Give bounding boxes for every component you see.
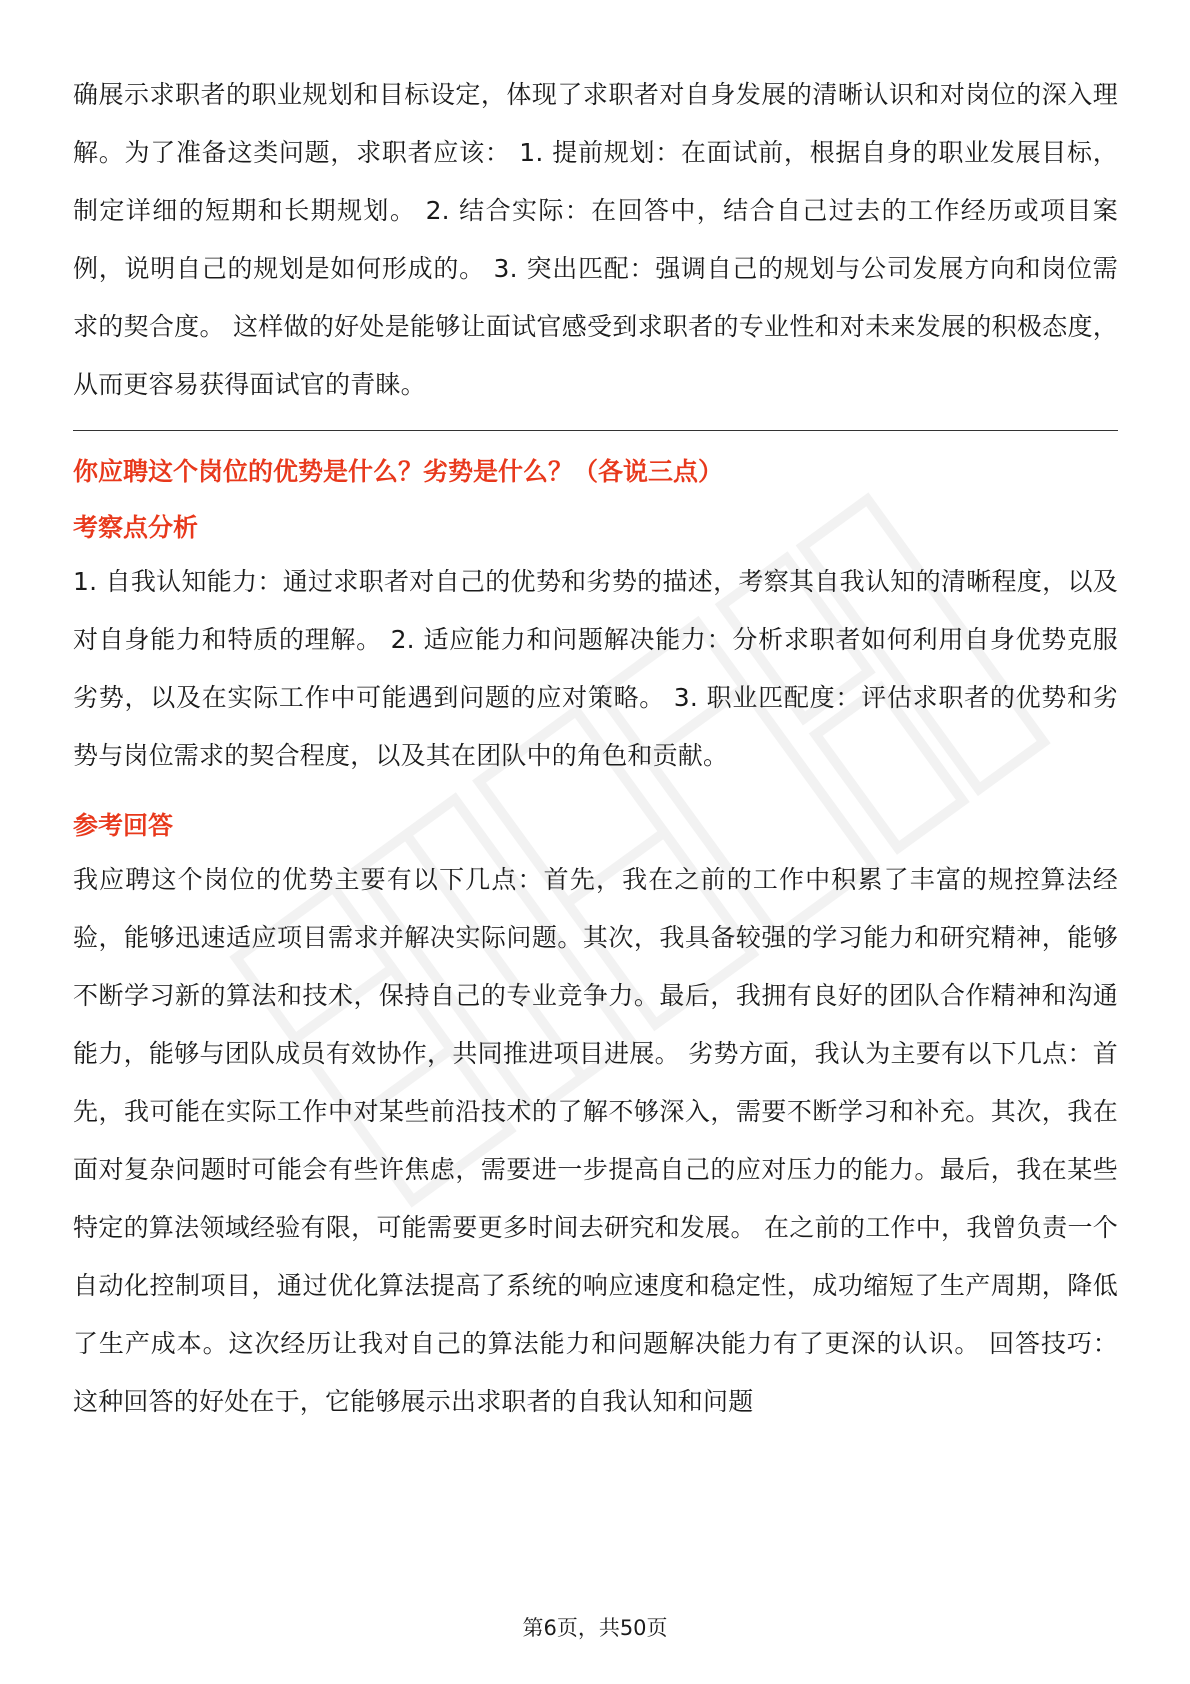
content-area [73,66,1118,1431]
page-number: 第6页，共50页 [522,1616,668,1640]
answer-heading: 参考回答 [73,811,174,840]
intro-paragraph: 确展示求职者的职业规划和目标设定，体现了求职者对自身发展的清晰认识和对岗位的深入理解。为了准备这类问题，求职者应该： 1. 提前规划：在面试前，根据自身的职业发展目标，制定详细的短期和长期规划。 2. 结合实际：在回答中，结合自己过去的工作经历或项目案例，说明自己的规划是如何形成的。 3. 突出匹配：强调自己的规划与公司发展方向和岗位需求的契合度。 这样做的好处是能够让面试官感受到求职者的专业性和对未来发展的积极态度，从而更容易获得面试官的青睐。 [73,80,1118,399]
analysis-text: 1. 自我认知能力：通过求职者对自己的优势和劣势的描述，考察其自我认知的清晰程度，以及对自身能力和特质的理解。 2. 适应能力和问题解决能力：分析求职者如何利用自身优势克服劣势，以及在实际工作中可能遇到问题的应对策略。 3. 职业匹配度：评估求职者的优势和劣势与岗位需求的契合程度，以及其在团队中的角色和贡献。 [73,567,1118,770]
analysis-heading: 考察点分析 [73,513,199,542]
answer-text: 我应聘这个岗位的优势主要有以下几点：首先，我在之前的工作中积累了丰富的规控算法经验，能够迅速适应项目需求并解决实际问题。其次，我具备较强的学习能力和研究精神，能够不断学习新的算法和技术，保持自己的专业竞争力。最后，我拥有良好的团队合作精神和沟通能力，能够与团队成员有效协作，共同推进项目进展。 劣势方面，我认为主要有以下几点：首先，我可能在实际工作中对某些前沿技术的了解不够深入，需要不断学习和补充。其次，我在面对复杂问题时可能会有些许焦虑，需要进一步提高自己的应对压力的能力。最后，我在某些特定的算法领域经验有限，可能需要更多时间去研究和发展。 在之前的工作中，我曾负责一个自动化控制项目，通过优化算法提高了系统的响应速度和稳定性，成功缩短了生产周期，降低了生产成本。这次经历让我对自己的算法能力和问题解决能力有了更深的认识。 回答技巧： 这种回答的好处在于，它能够展示出求职者的自我认知和问题 [73,865,1118,1416]
section-divider [73,430,1118,431]
interview-question: 你应聘这个岗位的优势是什么？劣势是什么？（各说三点） [73,457,724,486]
